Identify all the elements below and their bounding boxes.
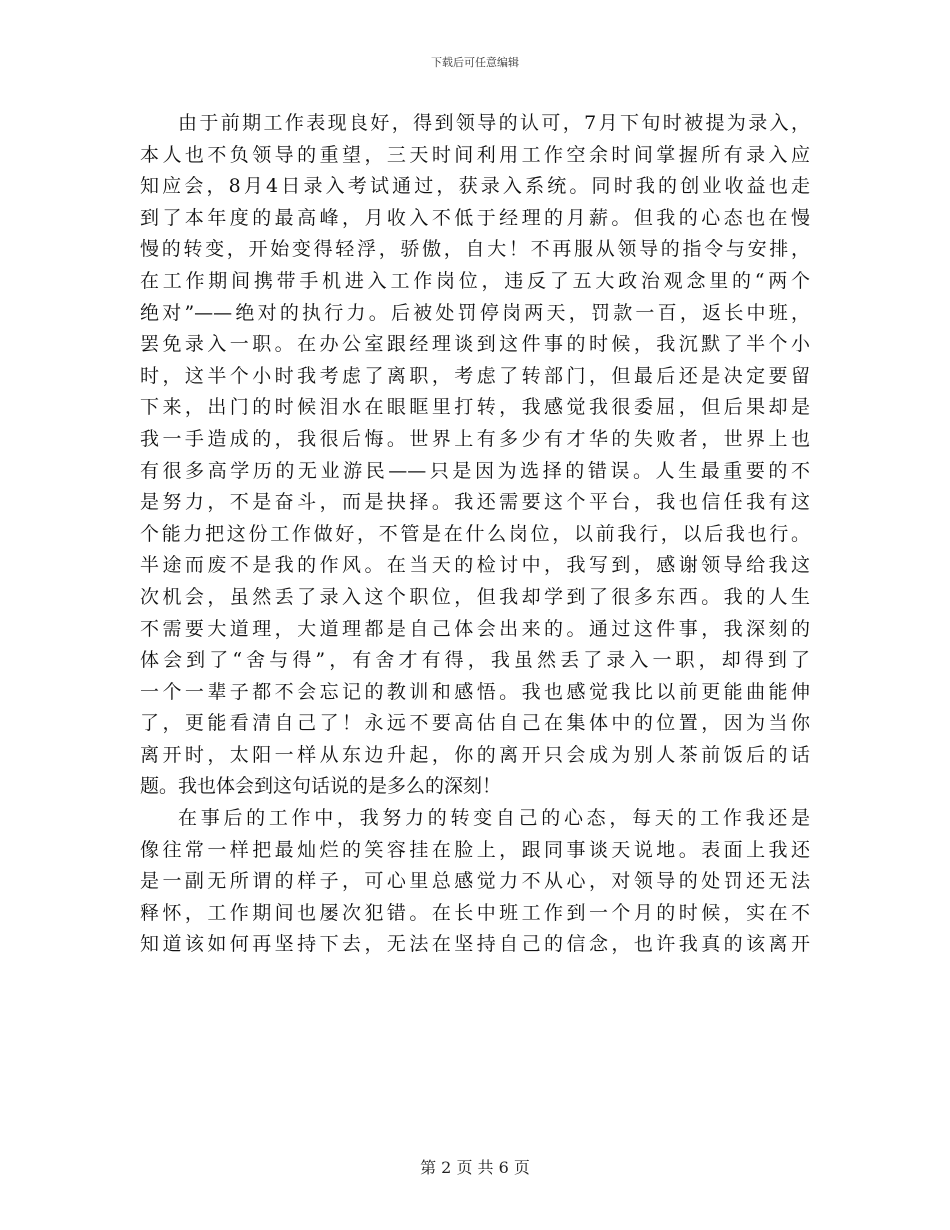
text-line: 有很多高学历的无业游民——只是因为选择的错误。人生最重要的不 [140,459,810,482]
text-line: 是努力，不是奋斗，而是抉择。我还需要这个平台，我也信任我有这 [140,491,810,514]
document-body [140,108,810,961]
text-line: 离开时，太阳一样从东边升起，你的离开只会成为别人茶前饭后的话 [140,743,810,766]
text-line: 半途而废不是我的作风。在当天的检讨中，我写到，感谢领导给我这 [140,554,810,577]
text-line: 慢的转变，开始变得轻浮，骄傲，自大！不再服从领导的指令与安排， [140,238,810,261]
text-line: 知道该如何再坚持下去，无法在坚持自己的信念，也许我真的该离开 [140,933,810,956]
paragraph-1 [140,108,810,803]
text-line: 绝对”——绝对的执行力。后被处罚停岗两天，罚款一百，返长中班， [140,301,810,324]
text-line: 我一手造成的，我很后悔。世界上有多少有才华的失败者，世界上也 [140,427,810,450]
text-line: 像往常一样把最灿烂的笑容挂在脸上，跟同事谈天说地。表面上我还 [140,838,810,861]
text-line: 了，更能看清自己了！永远不要高估自己在集体中的位置，因为当你 [140,712,810,735]
page-header: 下载后可任意编辑 [431,56,519,69]
paragraph-2 [140,803,810,961]
text-line: 体会到了“舍与得”，有舍才有得，我虽然丢了录入一职，却得到了 [140,649,810,672]
text-line: 到了本年度的最高峰，月收入不低于经理的月薪。但我的心态也在慢 [140,206,810,229]
text-line: 题。我也体会到这句话说的是多么的深刻！ [140,775,502,798]
text-line: 时，这半个小时我考虑了离职，考虑了转部门，但最后还是决定要留 [140,364,810,387]
text-line: 由于前期工作表现良好，得到领导的认可，7月下旬时被提为录入， [178,112,810,134]
text-line: 在事后的工作中，我努力的转变自己的心态，每天的工作我还是 [178,807,810,830]
text-line: 次机会，虽然丢了录入这个职位，但我却学到了很多东西。我的人生 [140,585,810,608]
text-line: 是一副无所谓的样子，可心里总感觉力不从心，对领导的处罚还无法 [140,870,810,893]
text-line: 下来，出门的时候泪水在眼眶里打转，我感觉我很委屈，但后果却是 [140,396,810,419]
text-line: 不需要大道理，大道理都是自己体会出来的。通过这件事，我深刻的 [140,617,810,640]
text-line: 释怀，工作期间也屡次犯错。在长中班工作到一个月的时候，实在不 [140,901,810,924]
text-line: 个能力把这份工作做好，不管是在什么岗位，以前我行，以后我也行。 [140,522,810,545]
page-number: 第 2 页 共 6 页 [420,1158,530,1177]
text-line: 在工作期间携带手机进入工作岗位，违反了五大政治观念里的“两个 [140,269,810,292]
text-line: 知应会，8月4日录入考试通过，获录入系统。同时我的创业收益也走 [140,175,810,198]
text-line: 一个一辈子都不会忘记的教训和感悟。我也感觉我比以前更能曲能伸 [140,680,810,703]
text-line: 罢免录入一职。在办公室跟经理谈到这件事的时候，我沉默了半个小 [140,333,810,356]
text-line: 本人也不负领导的重望，三天时间利用工作空余时间掌握所有录入应 [140,143,810,166]
